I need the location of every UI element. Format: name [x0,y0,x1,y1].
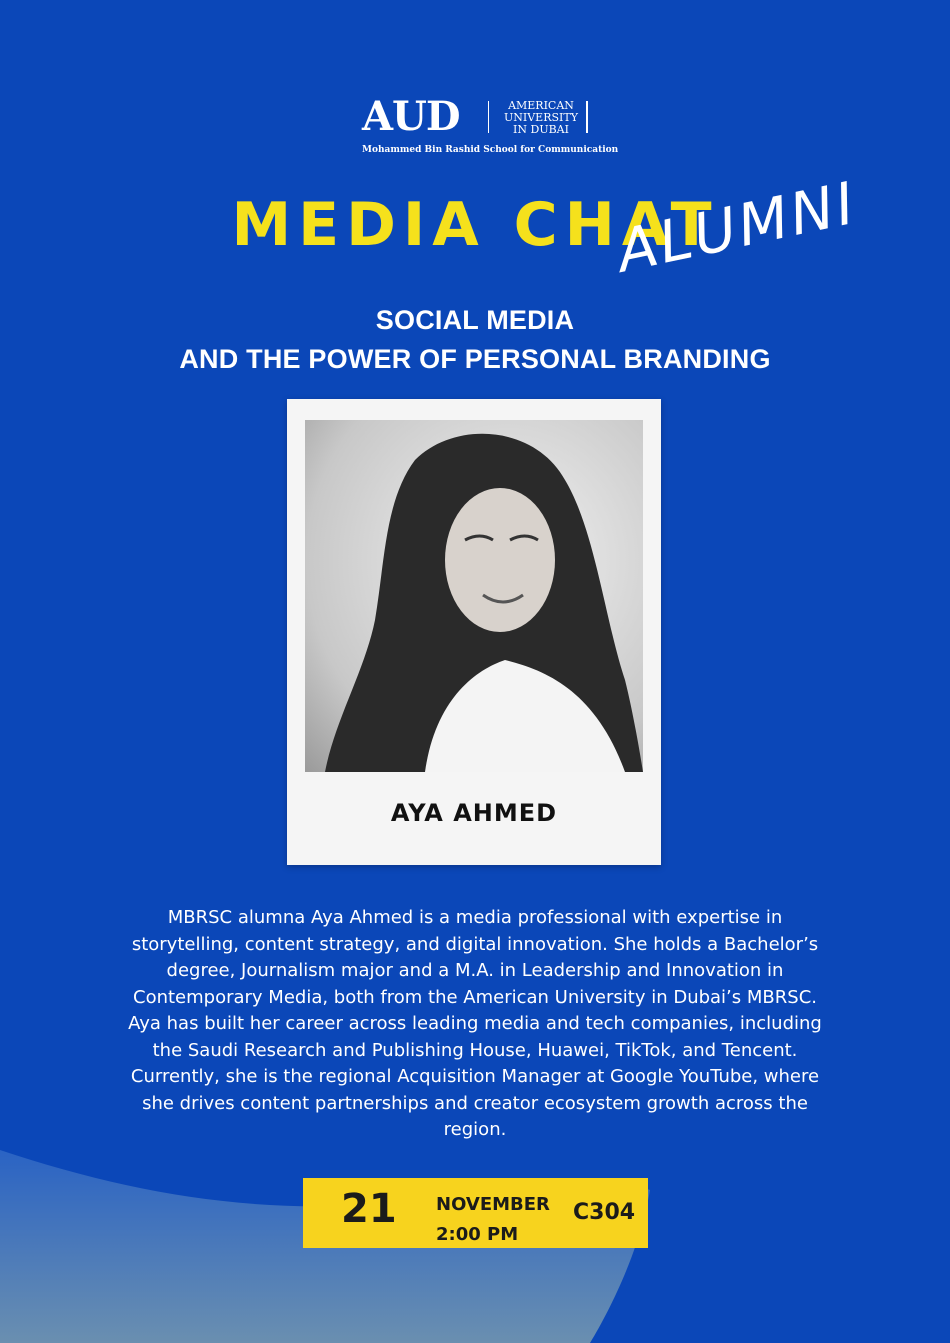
event-subtitle-line-2: AND THE POWER OF PERSONAL BRANDING [179,344,771,374]
event-room: C304 [573,1200,636,1225]
alumni-script-label: ALUMNI [610,168,863,286]
event-month: NOVEMBER [436,1194,550,1215]
logo-line-2: UNIVERSITY [504,111,578,124]
event-details-box [303,1178,648,1248]
logo-line-3: IN DUBAI [513,123,569,136]
speaker-portrait-illustration [305,420,643,772]
event-month-time [436,1190,550,1250]
aud-logo [362,93,619,160]
logo-school-name: Mohammed Bin Rashid School for Communication [362,145,619,155]
event-day: 21 [341,1186,397,1232]
logo-divider [488,101,489,133]
logo-university-name [496,100,586,136]
event-time: 2:00 PM [436,1224,519,1245]
event-title: MEDIA CHAT [231,190,719,260]
speaker-bio: MBRSC alumna Aya Ahmed is a media professional with expertise in storytelling, content strategy, and digital innovation. She holds a Bachelor’s degree, Journalism major and a M.A. in Leadership and Innovation in Contemporary Media, both from the American University in Dubai’s MBRSC. Aya has built her career across leading media and tech companies, including the Saudi Research and Publishing House, Huawei, TikTok, and Tencent. Currently, she is the regional Acquisition Manager at Google YouTube, where she drives content partnerships and creator ecosystem growth across the region. [128,907,822,1140]
logo-line-1: AMERICAN [508,99,574,112]
logo-divider-right [586,101,588,133]
event-subtitle-line-1: SOCIAL MEDIA [375,305,575,335]
speaker-name: AYA AHMED [390,799,558,827]
speaker-polaroid [287,399,661,865]
logo-mark: AUD [362,93,460,140]
speaker-photo [305,420,643,772]
